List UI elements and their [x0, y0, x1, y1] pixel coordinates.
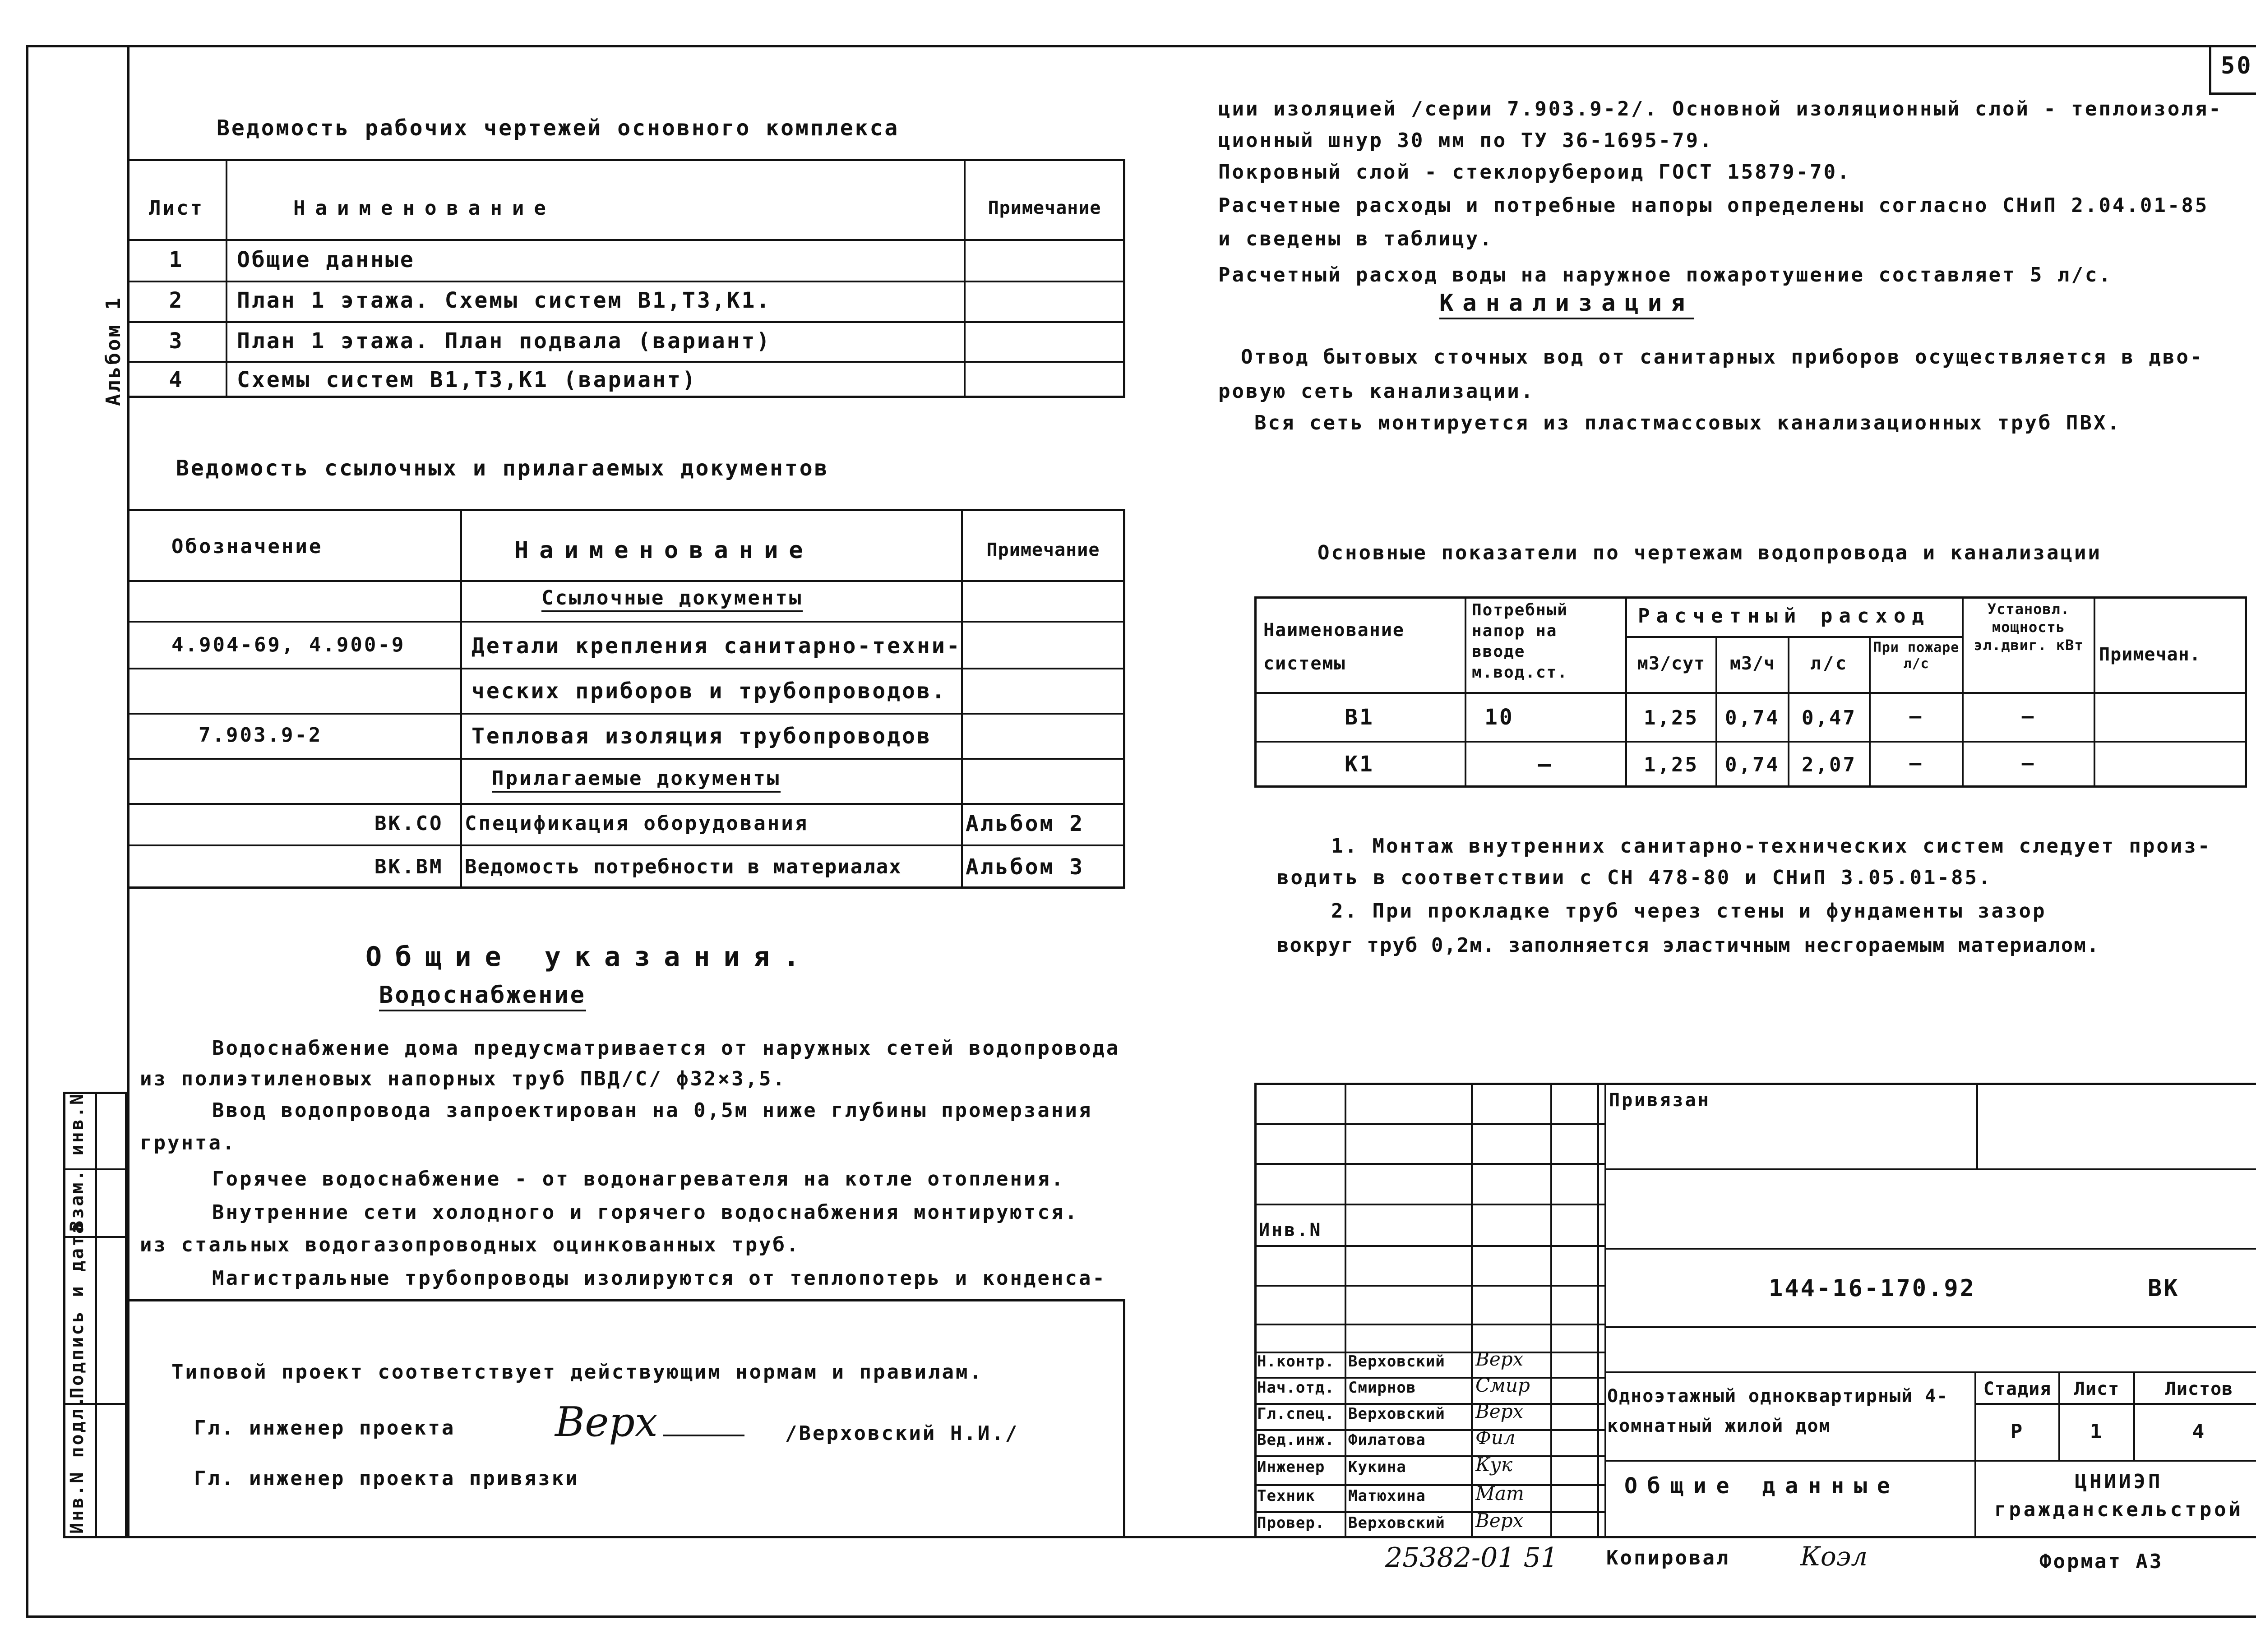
indicators-title: Основные показатели по чертежам водопровода и канализации: [1318, 541, 2102, 564]
tb-mark: ВК: [2148, 1275, 2180, 1302]
tb-person-sign: Фил: [1475, 1426, 1516, 1449]
refs-h-code: Обозначение: [171, 535, 323, 558]
works-row-name: Схемы систем В1,Т3,К1 (вариант): [237, 367, 697, 392]
general-title: Общие указания.: [365, 941, 813, 973]
refs-row-code: 4.904-69, 4.900-9: [171, 633, 406, 656]
refs-title: Ведомость ссылочных и прилагаемых документов: [176, 456, 829, 481]
sewer-line: ровую сеть канализации.: [1218, 380, 1535, 403]
ind-row-m3h: 0,74: [1725, 753, 1780, 776]
ind-row-system: В1: [1345, 705, 1374, 730]
tb-sheets: 4: [2192, 1420, 2206, 1443]
general-line: из стальных водогазопроводных оцинкованных труб.: [140, 1233, 800, 1256]
tb-bound: Привязан: [1609, 1090, 1710, 1111]
refs-row-code: 7.903.9-2: [199, 724, 323, 747]
album-label: Альбом 1: [102, 296, 125, 406]
ind-row-fire: —: [1909, 752, 1923, 775]
ind-h-pressure: Потребный напор на вводе м.вод.ст.: [1472, 601, 1568, 682]
tb-person-role: Гл.спец.: [1257, 1405, 1335, 1423]
ind-row-system: К1: [1345, 752, 1374, 777]
chief-engineer-label: Гл. инженер проекта: [194, 1417, 456, 1440]
ind-h-m3h: м3/ч: [1729, 653, 1775, 674]
works-h-name: Наименование: [293, 197, 556, 220]
works-row-no: 4: [169, 367, 184, 392]
tb-person-sign: Мат: [1475, 1482, 1524, 1504]
works-title: Ведомость рабочих чертежей основного комплекса: [217, 115, 900, 141]
works-row-no: 2: [169, 288, 184, 313]
right-line: и сведены в таблицу.: [1218, 227, 1493, 250]
footer-format: Формат А3: [2039, 1550, 2164, 1573]
tb-person-role: Инженер: [1257, 1458, 1325, 1476]
refs-row-note: Альбом 3: [966, 854, 1085, 880]
tb-person-name: Верховский: [1348, 1352, 1445, 1371]
general-line: Ввод водопровода запроектирован на 0,5м ниже глубины промерзания: [212, 1099, 1093, 1122]
tb-inv: Инв.N: [1259, 1220, 1322, 1241]
ind-row-m3day: 1,25: [1644, 706, 1699, 729]
refs-row-name: Спецификация оборудования: [465, 812, 809, 835]
works-row-no: 1: [169, 247, 184, 272]
works-row-name: План 1 этажа. План подвала (вариант): [237, 328, 772, 354]
note-line: 2. При прокладке труб через стены и фундаменты зазор: [1331, 900, 2047, 923]
ind-h-note: Примечан.: [2099, 644, 2201, 665]
ind-row-ls: 0,47: [1802, 706, 1857, 729]
refs-row-code: ВК.ВМ: [374, 855, 444, 878]
refs-h-name: Наименование: [514, 537, 814, 564]
ind-row-pressure: —: [1538, 752, 1553, 777]
stamp-inv-podl: Инв.N подл.: [67, 1394, 88, 1534]
general-subtitle: Водоснабжение: [379, 982, 586, 1011]
refs-section-attached: Прилагаемые документы: [492, 767, 781, 793]
tb-person-role: Н.контр.: [1257, 1352, 1335, 1371]
refs-row-name: Детали крепления санитарно-техни-: [472, 633, 962, 659]
sheet-number: 50: [2221, 52, 2253, 79]
tb-person-sign: Верх: [1475, 1400, 1524, 1422]
general-line: из полиэтиленовых напорных труб ПВД/С/ ф32×3,5.: [140, 1067, 787, 1090]
tb-object: Одноэтажный одноквартирный 4-комнатный жилой дом: [1607, 1386, 1949, 1436]
stamp-signature-date: Подпись и дата: [67, 1221, 88, 1398]
tb-sheet: 1: [2090, 1420, 2104, 1443]
ind-h-ls: л/с: [1810, 653, 1849, 674]
general-line: Горячее водоснабжение - от водонагревателя на котле отопления.: [212, 1167, 1065, 1191]
chief-signature: Верх: [555, 1398, 658, 1446]
tb-person-role: Провер.: [1257, 1514, 1325, 1532]
note-line: 1. Монтаж внутренних санитарно-технических систем следует произ-: [1331, 835, 2212, 858]
chief-engineer-ref-label: Гл. инженер проекта привязки: [194, 1467, 579, 1490]
ind-row-fire: —: [1909, 705, 1923, 728]
refs-row-name: Ведомость потребности в материалах: [465, 855, 902, 878]
tb-person-sign: Верх: [1475, 1348, 1524, 1370]
right-line: Покровный слой - стеклорубероид ГОСТ 15879-70.: [1218, 161, 1851, 184]
ind-h-system: Наименование системы: [1263, 620, 1405, 674]
note-line: вокруг труб 0,2м. заполняется эластичным несгораемым материалом.: [1277, 934, 2100, 957]
note-line: водить в соответствии с СН 478-80 и СНиП 3.05.01-85.: [1277, 866, 1992, 889]
refs-row-name-cont: ческих приборов и трубопроводов.: [472, 678, 947, 704]
right-line: Расчетный расход воды на наружное пожаротушение составляет 5 л/с.: [1218, 263, 2113, 286]
ind-row-power: —: [2021, 752, 2036, 775]
tb-sheet-name: Общие данные: [1624, 1473, 1900, 1499]
footer-copied: Копировал: [1606, 1546, 1730, 1569]
ind-h-power: Установл. мощность эл.двиг. кВт: [1974, 600, 2084, 654]
tb-code: 144-16-170.92: [1769, 1275, 1976, 1302]
tb-person-role: Вед.инж.: [1257, 1431, 1335, 1449]
ind-row-m3day: 1,25: [1644, 753, 1699, 776]
tb-sheets-h: Листов: [2165, 1379, 2233, 1399]
refs-row-code: ВК.СО: [374, 812, 444, 835]
refs-row-name: Тепловая изоляция трубопроводов: [472, 724, 932, 749]
stamp-vzam-inv: Взам. инв.N: [67, 1092, 88, 1232]
tb-person-sign: Верх: [1475, 1509, 1524, 1532]
general-line: Водоснабжение дома предусматривается от наружных сетей водопровода: [212, 1037, 1120, 1060]
works-h-sheet: Лист: [149, 197, 204, 220]
tb-person-role: Нач.отд.: [1257, 1379, 1335, 1397]
right-line: ции изоляцией /серии 7.903.9-2/. Основной изоляционный слой - теплоизоля-: [1218, 97, 2223, 120]
general-line: Магистральные трубопроводы изолируются от теплопотерь и конденса-: [212, 1267, 1106, 1290]
ind-row-ls: 2,07: [1802, 753, 1857, 776]
works-row-no: 3: [169, 328, 184, 354]
tb-stage: Р: [2010, 1420, 2025, 1443]
tb-person-name: Филатова: [1348, 1431, 1426, 1449]
ind-row-power: —: [2021, 705, 2036, 728]
tb-stage-h: Стадия: [1983, 1379, 2052, 1399]
tb-person-sign: Кук: [1475, 1454, 1512, 1476]
ind-row-pressure: 10: [1484, 705, 1514, 730]
right-line: ционный шнур 30 мм по ТУ 36-1695-79.: [1218, 129, 1714, 152]
works-h-note: Примечание: [988, 198, 1101, 218]
tb-person-name: Матюхина: [1348, 1487, 1426, 1505]
footer-number: 25382-01 51: [1385, 1542, 1558, 1574]
ind-h-flow: Расчетный расход: [1638, 605, 1930, 628]
tb-person-role: Техник: [1257, 1487, 1315, 1505]
refs-h-note: Примечание: [986, 540, 1100, 560]
refs-section-ref: Ссылочные документы: [541, 586, 803, 612]
tb-person-name: Кукина: [1348, 1458, 1406, 1476]
tb-org: ЦНИИЭП гражданскельстрой: [1994, 1470, 2244, 1521]
tb-person-sign: Смир: [1475, 1374, 1530, 1396]
tb-person-name: Смирнов: [1348, 1379, 1416, 1397]
ind-h-m3day: м3/сут: [1637, 653, 1706, 674]
footer-copied-sign: Коэл: [1800, 1541, 1868, 1572]
tb-sheet-h: Лист: [2074, 1379, 2120, 1399]
tb-person-name: Верховский: [1348, 1514, 1445, 1532]
general-line: Внутренние сети холодного и горячего водоснабжения монтируются.: [212, 1201, 1079, 1224]
approval-statement: Типовой проект соответствует действующим нормам и правилам.: [171, 1361, 983, 1384]
sewer-line: Отвод бытовых сточных вод от санитарных приборов осуществляется в дво-: [1241, 346, 2204, 369]
works-row-name: План 1 этажа. Схемы систем В1,Т3,К1.: [237, 288, 772, 313]
ind-row-m3h: 0,74: [1725, 706, 1780, 729]
tb-person-name: Верховский: [1348, 1405, 1445, 1423]
sewer-line: Вся сеть монтируется из пластмассовых канализационных труб ПВХ.: [1254, 411, 2121, 434]
chief-engineer-name: /Верховский Н.И./: [785, 1422, 1019, 1445]
ind-h-fire: При пожаре л/с: [1873, 640, 1960, 672]
right-line: Расчетные расходы и потребные напоры определены согласно СНиП 2.04.01-85: [1218, 194, 2209, 217]
general-line: грунта.: [140, 1131, 236, 1154]
refs-row-note: Альбом 2: [966, 811, 1085, 836]
works-row-name: Общие данные: [237, 247, 415, 272]
sewer-title: Канализация: [1439, 290, 1694, 319]
